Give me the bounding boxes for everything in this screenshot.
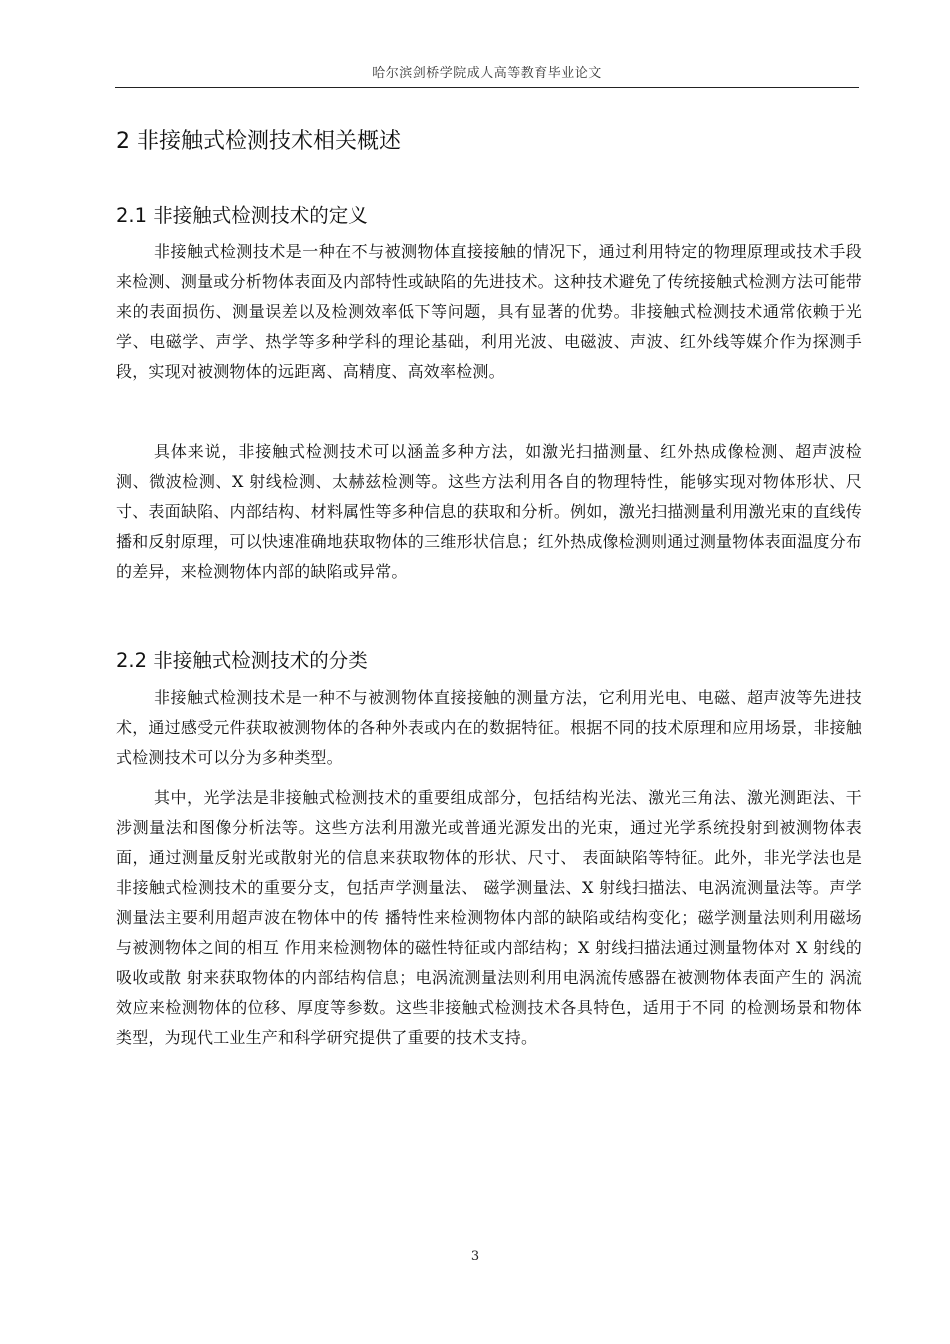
paragraph-classification-1: 非接触式检测技术是一种不与被测物体直接接触的测量方法，它利用光电、电磁、超声波等先进技术，通过感受元件获取被测物体的各种外表或内在的数据特征。根据不同的技术原理和应用场景，非接触式检测技术可以分为多种类型。 bbox=[116, 688, 862, 767]
running-header: 哈尔滨剑桥学院成人高等教育毕业论文 bbox=[372, 66, 602, 81]
header-divider bbox=[115, 87, 859, 88]
section-title-2-2: 2.2 非接触式检测技术的分类 bbox=[116, 649, 368, 672]
paragraph-definition-2: 具体来说，非接触式检测技术可以涵盖多种方法，如激光扫描测量、红外热成像检测、超声波检测、微波检测、X 射线检测、太赫兹检测等。这些方法利用各自的物理特性，能够实现对物体形状、尺寸、表面缺陷、内部结构、材料属性等多种信息的获取和分析。例如，激光扫描测量利用激光束的直线传播和反射原理，可以快速准确地获取物体的三维形状信息；红外热成像检测则通过测量物体表面温度分布的差异，来检测物体内部的缺陷或异常。 bbox=[116, 442, 862, 581]
paragraph-classification-2: 其中，光学法是非接触式检测技术的重要组成部分，包括结构光法、激光三角法、激光测距法、干涉测量法和图像分析法等。这些方法利用激光或普通光源发出的光束，通过光学系统投射到被测物体表面，通过测量反射光或散射光的信息来获取物体的形状、尺寸、 表面缺陷等特征。此外，非光学法也是非接触式检测技术的重要分支，包括声学测量法、 磁学测量法、X 射线扫描法、电涡流测量法等。声学测量法主要利用超声波在物体中的传 播特性来检测物体内部的缺陷或结构变化；磁学测量法则利用磁场与被测物体之间的相互 作用来检测物体的磁性特征或内部结构；X 射线扫描法通过测量物体对 X 射线的吸收或散 射来获取物体的内部结构信息；电涡流测量法则利用电涡流传感器在被测物体表面产生的 涡流效应来检测物体的位移、厚度等参数。这些非接触式检测技术各具特色，适用于不同 的检测场景和物体类型，为现代工业生产和科学研究提供了重要的技术支持。 bbox=[116, 788, 862, 1047]
chapter-title: 2 非接触式检测技术相关概述 bbox=[116, 129, 401, 154]
section-title-2-1: 2.1 非接触式检测技术的定义 bbox=[116, 204, 368, 227]
page-number: 3 bbox=[470, 1249, 480, 1264]
paragraph-definition-1: 非接触式检测技术是一种在不与被测物体直接接触的情况下，通过利用特定的物理原理或技术手段来检测、测量或分析物体表面及内部特性或缺陷的先进技术。这种技术避免了传统接触式检测方法可能带来的表面损伤、测量误差以及检测效率低下等问题，具有显著的优势。非接触式检测技术通常依赖于光学、电磁学、声学、热学等多种学科的理论基础，利用光波、电磁波、声波、红外线等媒介作为探测手段，实现对被测物体的远距离、高精度、高效率检测。 bbox=[116, 242, 862, 381]
